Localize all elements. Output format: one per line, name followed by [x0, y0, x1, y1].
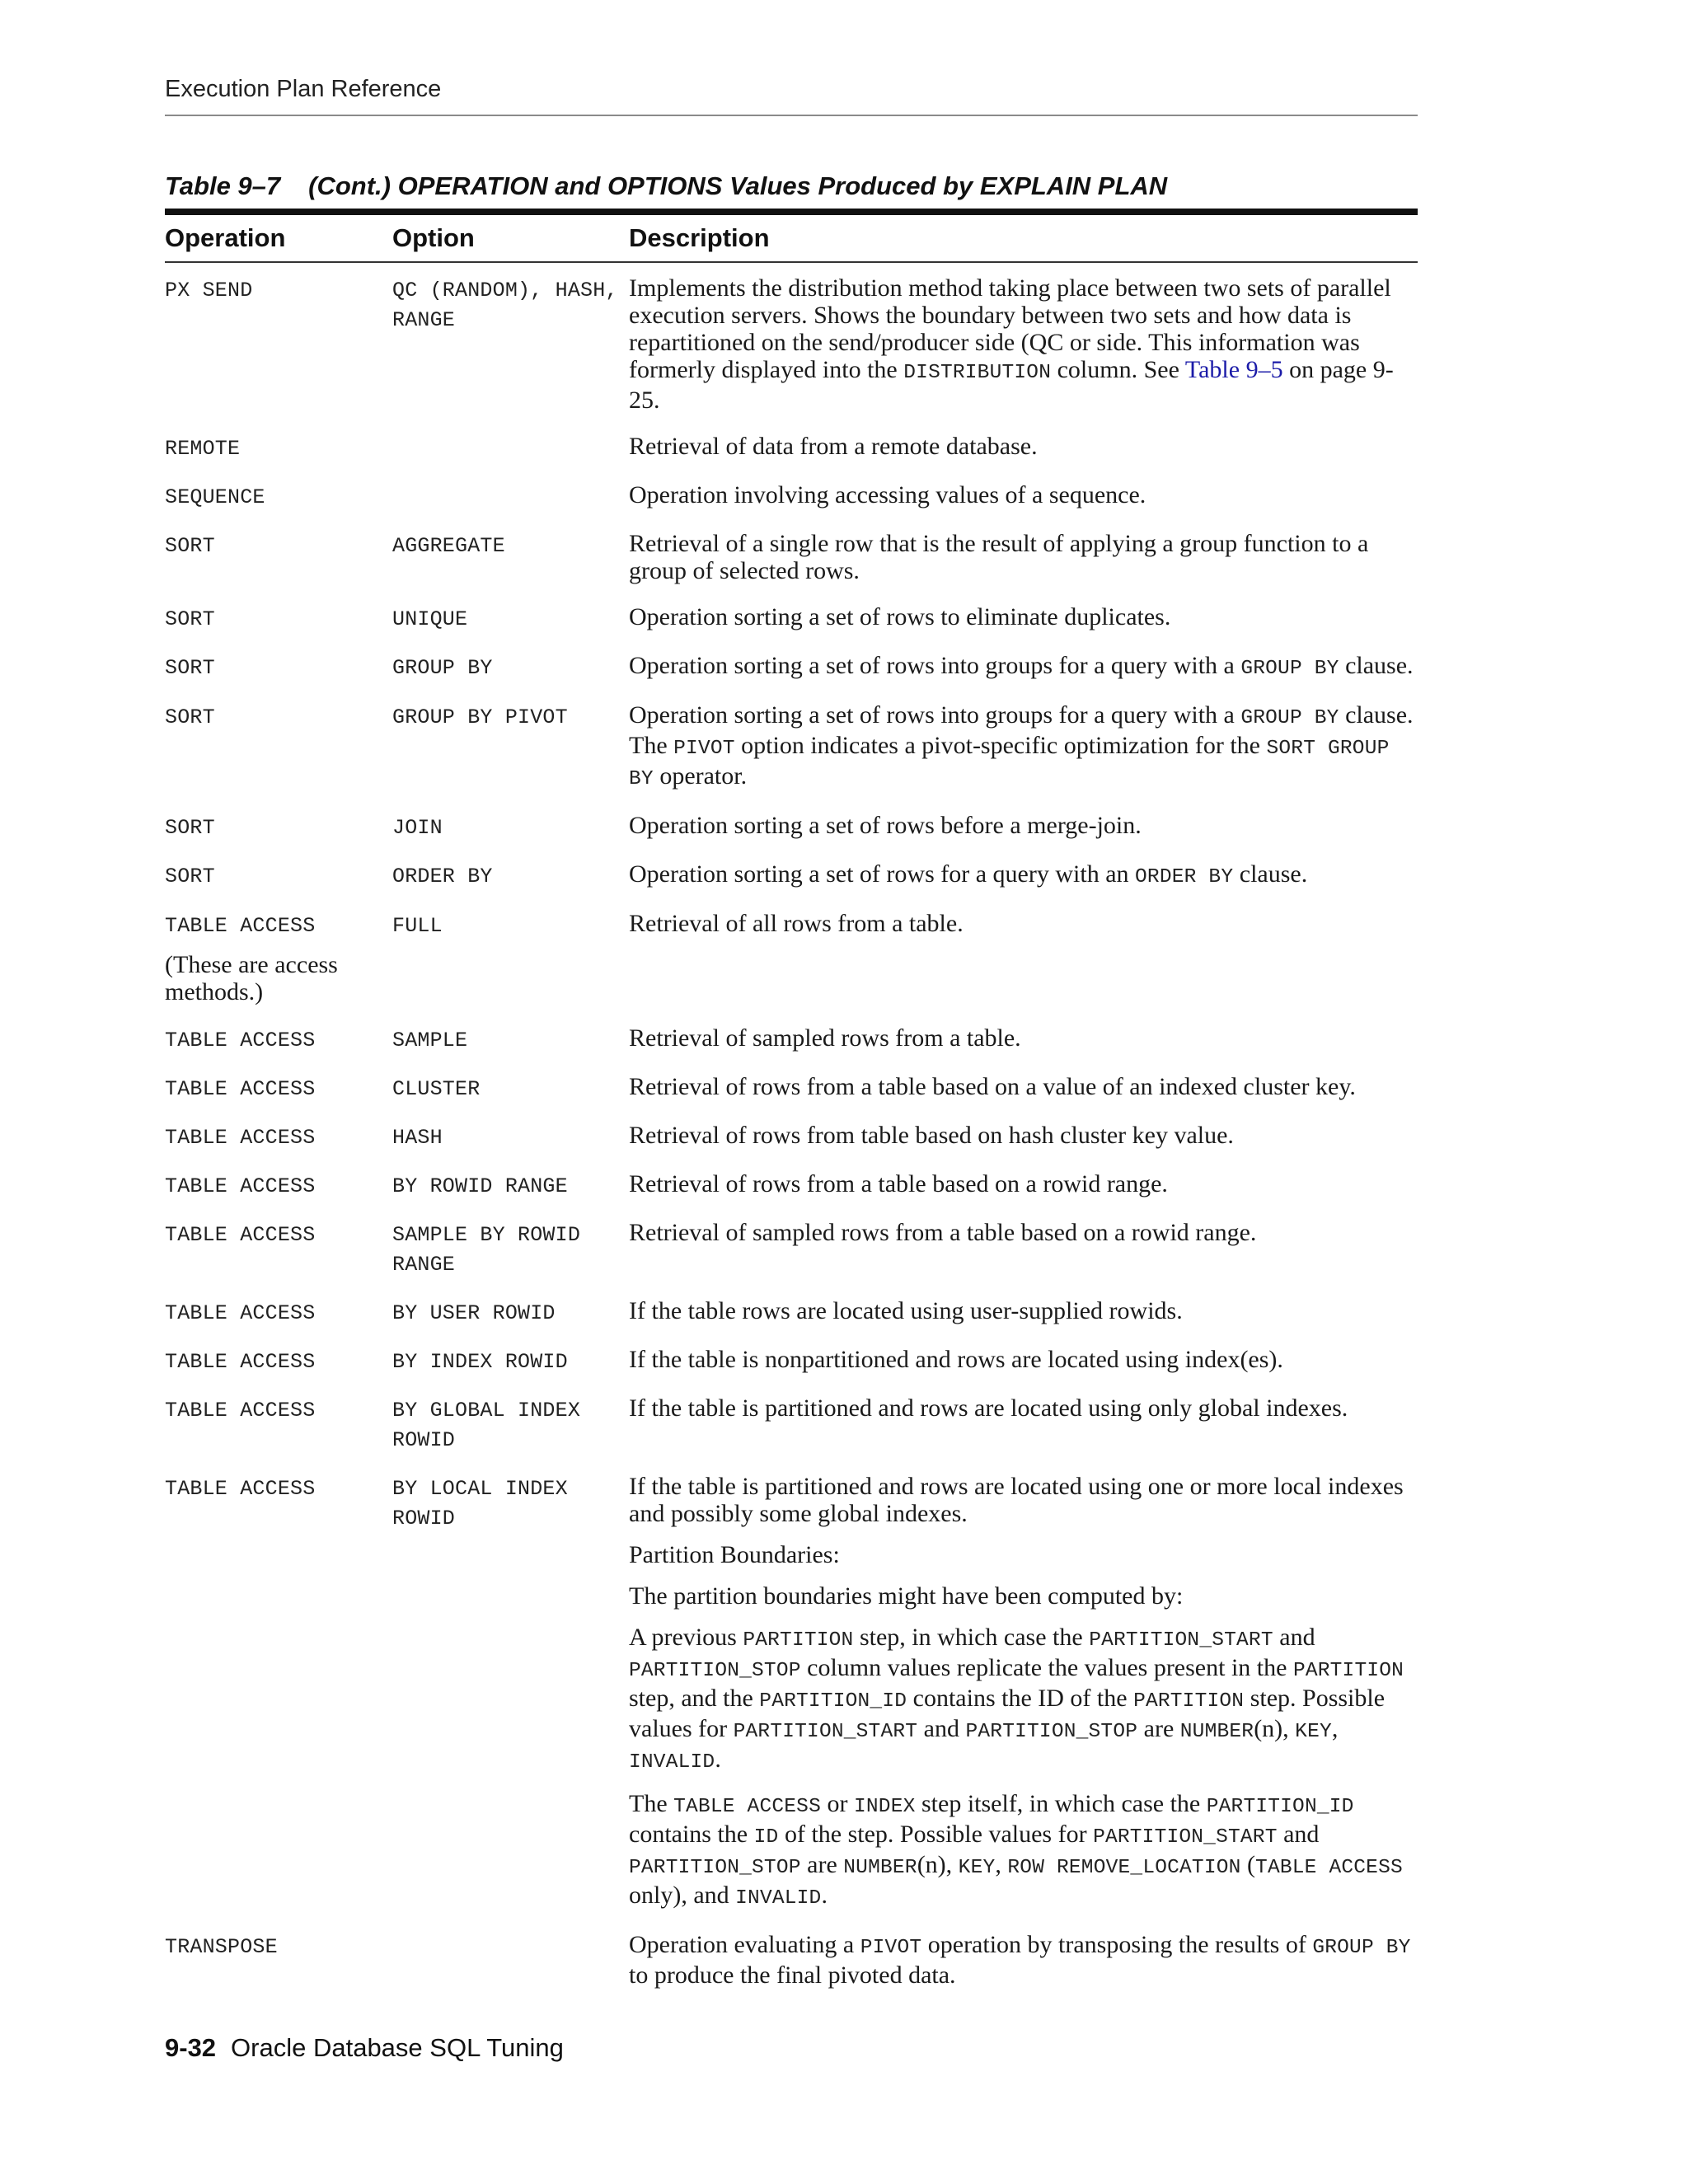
description-cell: Retrieval of sampled rows from a table. — [629, 1024, 1021, 1052]
table-row — [165, 1346, 1418, 1394]
table-row — [165, 1394, 1418, 1473]
option-cell: SAMPLE — [392, 1029, 468, 1052]
table-row — [165, 1931, 1418, 2008]
description-cell: Retrieval of rows from a table based on a rowid range. — [629, 1170, 1168, 1197]
description-cell: Implements the distribution method taking place between two sets of parallel execution servers. Shows the boundary between two sets and how data is repartitioned on the send/producer side (QC or side. This information was formerly displayed into the DISTRIBUTION column. See Table 9–5 on page 9-25. — [629, 274, 1394, 414]
operation-options-table — [165, 209, 1418, 2008]
option-cell: BY USER ROWID — [392, 1301, 556, 1325]
table-row — [165, 652, 1418, 701]
table-title: (Cont.) OPERATION and OPTIONS Values Produced by EXPLAIN PLAN — [308, 171, 1168, 200]
option-cell — [392, 433, 629, 481]
description-cell: If the table is partitioned and rows are located using only global indexes. — [629, 1394, 1348, 1422]
option-cell — [392, 1931, 629, 2008]
operation-cell: TABLE ACCESS — [165, 1174, 316, 1198]
option-cell: BY LOCAL INDEX ROWID — [392, 1477, 568, 1530]
description-cell: Retrieval of sampled rows from a table based on a rowid range. — [629, 1219, 1257, 1246]
description-cell: Retrieval of a single row that is the result of applying a group function to a group of selected rows. — [629, 530, 1369, 584]
table-number: Table 9–7 — [165, 171, 281, 200]
operation-cell: SORT — [165, 705, 215, 729]
option-cell: SAMPLE BY ROWID RANGE — [392, 1223, 581, 1277]
column-header-option: Option — [392, 212, 629, 262]
page-footer — [165, 2033, 564, 2063]
description-paragraph: The TABLE ACCESS or INDEX step itself, in which case the PARTITION_ID contains the ID of the step. Possible values for PARTITION_START and PARTITION_STOP are NUMBER(n), KEY, ROW REMOVE_LOCATION (TABLE ACCESS only), and INVALID. — [629, 1790, 1403, 1910]
table-row — [165, 603, 1418, 652]
description-cell — [629, 1473, 1418, 1931]
table-row — [165, 530, 1418, 603]
table-row — [165, 1024, 1418, 1073]
description-paragraph: The partition boundaries might have been computed by: — [629, 1582, 1184, 1610]
access-methods-note: (These are access methods.) — [165, 951, 338, 1005]
header-rule — [165, 115, 1418, 116]
description-paragraph: A previous PARTITION step, in which case the PARTITION_START and PARTITION_STOP column values replicate the values present in the PARTITION step, and the PARTITION_ID contains the ID of the PARTITION step. Possible values for PARTITION_START and PARTITION_STOP are NUMBER(n), KEY, INVALID. — [629, 1624, 1404, 1774]
partition-boundaries-heading: Partition Boundaries: — [629, 1541, 840, 1568]
option-cell — [392, 481, 629, 530]
table-row — [165, 860, 1418, 910]
description-cell: If the table rows are located using user-supplied rowids. — [629, 1297, 1183, 1324]
option-cell: AGGREGATE — [392, 534, 505, 558]
description-cell: Retrieval of rows from a table based on a value of an indexed cluster key. — [629, 1073, 1356, 1100]
option-cell: FULL — [392, 914, 443, 938]
operation-cell: SORT — [165, 656, 215, 680]
option-cell: UNIQUE — [392, 607, 468, 631]
table-row — [165, 1073, 1418, 1122]
table-header-row — [165, 212, 1418, 262]
column-header-operation: Operation — [165, 212, 392, 262]
operation-cell: REMOTE — [165, 437, 241, 461]
table-row — [165, 481, 1418, 530]
table-9-5-link[interactable]: Table 9–5 — [1184, 356, 1283, 383]
operation-cell: TABLE ACCESS — [165, 1029, 316, 1052]
operation-cell: TRANSPOSE — [165, 1935, 278, 1959]
description-paragraph: If the table is partitioned and rows are located using one or more local indexes and possibly some global indexes. — [629, 1473, 1404, 1527]
table-row — [165, 433, 1418, 481]
table-row — [165, 910, 1418, 951]
operation-cell: PX SEND — [165, 279, 253, 302]
option-cell: GROUP BY — [392, 656, 493, 680]
option-cell: JOIN — [392, 816, 443, 840]
operation-cell: SORT — [165, 534, 215, 558]
description-cell: Operation sorting a set of rows to eliminate duplicates. — [629, 603, 1171, 630]
operation-cell: TABLE ACCESS — [165, 1301, 316, 1325]
operation-cell: TABLE ACCESS — [165, 1477, 316, 1501]
option-cell: BY GLOBAL INDEX ROWID — [392, 1399, 581, 1452]
option-cell: BY ROWID RANGE — [392, 1174, 568, 1198]
table-row — [165, 812, 1418, 860]
book-title: Oracle Database SQL Tuning — [231, 2033, 564, 2062]
option-cell: HASH — [392, 1126, 443, 1150]
description-cell: Operation sorting a set of rows before a merge-join. — [629, 812, 1142, 839]
operation-cell: TABLE ACCESS — [165, 1350, 316, 1374]
table-row — [165, 1170, 1418, 1219]
description-cell: Operation evaluating a PIVOT operation by transposing the results of GROUP BY to produce the final pivoted data. — [629, 1931, 1411, 1989]
operation-cell: SORT — [165, 816, 215, 840]
table-row — [165, 1297, 1418, 1346]
option-cell: QC (RANDOM), HASH, RANGE — [392, 279, 618, 332]
table-row — [165, 1219, 1418, 1297]
option-cell: BY INDEX ROWID — [392, 1350, 568, 1374]
table-caption — [165, 171, 1167, 201]
operation-cell: SEQUENCE — [165, 485, 265, 509]
table-row — [165, 1122, 1418, 1170]
description-cell: Retrieval of data from a remote database. — [629, 433, 1038, 460]
operation-cell: TABLE ACCESS — [165, 1399, 316, 1422]
operation-cell: SORT — [165, 865, 215, 888]
table-row — [165, 1473, 1418, 1931]
description-cell: Retrieval of all rows from a table. — [629, 910, 964, 937]
column-header-description: Description — [629, 212, 1418, 262]
operation-cell: TABLE ACCESS — [165, 1223, 316, 1247]
operation-cell: TABLE ACCESS — [165, 1126, 316, 1150]
table-row — [165, 262, 1418, 433]
table-row — [165, 701, 1418, 812]
description-cell: Retrieval of rows from table based on hash cluster key value. — [629, 1122, 1234, 1149]
running-header: Execution Plan Reference — [165, 76, 442, 102]
description-cell: If the table is nonpartitioned and rows are located using index(es). — [629, 1346, 1283, 1373]
option-cell: GROUP BY PIVOT — [392, 705, 568, 729]
option-cell: ORDER BY — [392, 865, 493, 888]
operation-cell: TABLE ACCESS — [165, 1077, 316, 1101]
description-cell: Operation sorting a set of rows into groups for a query with a GROUP BY clause. — [629, 652, 1414, 680]
description-cell: Operation sorting a set of rows into groups for a query with a GROUP BY clause. The PIVOT option indicates a pivot-specific optimization for the SORT GROUP BY operator. — [629, 701, 1414, 790]
operation-cell: SORT — [165, 607, 215, 631]
table-row-note — [165, 951, 1418, 1024]
description-cell: Operation involving accessing values of a sequence. — [629, 481, 1146, 509]
operation-cell: TABLE ACCESS — [165, 914, 316, 938]
description-cell: Operation sorting a set of rows for a query with an ORDER BY clause. — [629, 860, 1308, 888]
option-cell: CLUSTER — [392, 1077, 481, 1101]
page-number: 9-32 — [165, 2033, 217, 2062]
